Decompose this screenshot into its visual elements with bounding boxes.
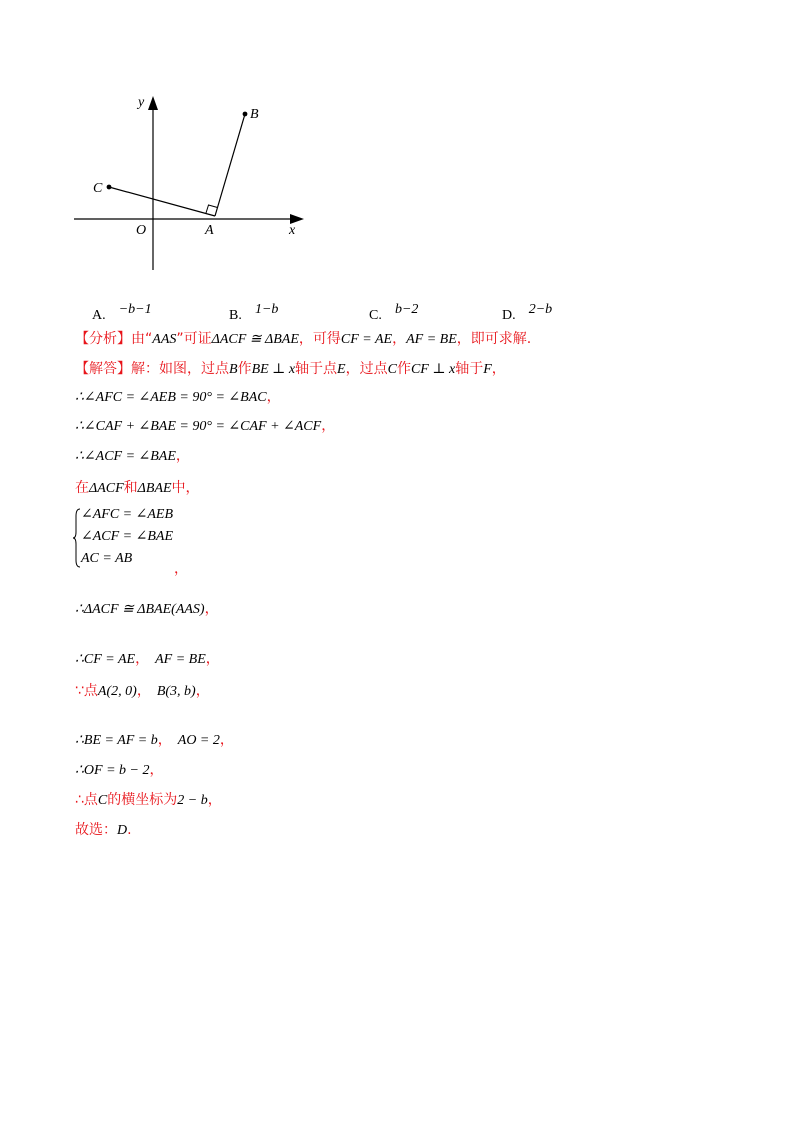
step-11: [75, 819, 132, 839]
label-x: x: [289, 223, 296, 238]
step-text: 的横坐标为: [107, 792, 178, 808]
step-comma: ，: [135, 651, 150, 667]
analysis-line: [75, 328, 531, 348]
step-text: 和: [123, 480, 138, 496]
step-math: ∴CF = AE: [75, 652, 136, 667]
step-math: ∴∠CAF + ∠BAE = 90° = ∠CAF + ∠ACF: [75, 419, 322, 434]
analysis-text: ，: [392, 331, 407, 347]
option-d-letter: D.: [502, 308, 516, 323]
option-a-value: −b−1: [118, 302, 152, 317]
step-comma: ，: [219, 732, 234, 748]
step-comma: ，: [205, 651, 220, 667]
option-a-letter: A.: [92, 308, 106, 323]
step-math: B(3, b): [156, 684, 196, 699]
segment-ac: [109, 187, 215, 216]
solution-math: C: [387, 362, 397, 377]
segment-ab: [215, 114, 245, 216]
step-comma: ，: [195, 683, 210, 699]
step-10: [75, 789, 222, 809]
step-3: [75, 445, 190, 465]
option-b-value: 1−b: [254, 302, 279, 317]
solution-math: E: [337, 362, 346, 377]
step-5: [75, 598, 219, 618]
point-c: [107, 185, 112, 190]
analysis-math: ΔACF ≅ ΔBAE: [211, 332, 299, 347]
option-c-letter: C.: [369, 308, 382, 323]
label-a: A: [205, 223, 214, 238]
step-comma: ，: [207, 792, 222, 808]
step-2: [75, 415, 335, 435]
option-b-letter: B.: [229, 308, 242, 323]
point-b: [243, 112, 248, 117]
step-math: D: [117, 823, 128, 838]
step-period: .: [127, 822, 132, 838]
y-axis-arrow: [148, 96, 158, 110]
solution-math: CF ⊥ x: [410, 362, 456, 377]
step-math: AO = 2: [177, 733, 220, 748]
step-comma: ，: [149, 762, 164, 778]
system-math: ∠ACF = ∠BAE: [81, 529, 174, 544]
label-c: C: [93, 181, 103, 196]
system-line-1: [81, 503, 173, 523]
step-comma: ，: [174, 561, 188, 577]
step-math: ∴OF = b − 2: [75, 763, 150, 778]
coordinate-figure: [60, 88, 320, 278]
option-c-value: b−2: [394, 302, 419, 317]
analysis-text: ，可得: [298, 331, 341, 347]
step-4: [75, 477, 200, 497]
system-math: ∠AFC = ∠AEB: [81, 507, 174, 522]
step-math: ∴ΔACF ≅ ΔBAE(AAS): [75, 602, 205, 617]
step-comma: ，: [136, 683, 151, 699]
step-math: AF = BE: [155, 652, 206, 667]
system-line-2: [81, 525, 173, 545]
option-d-value: 2−b: [528, 302, 553, 317]
step-1: [75, 386, 281, 406]
step-text: ∵点: [75, 683, 98, 699]
solution-text: 作: [237, 361, 252, 377]
option-a[interactable]: [92, 298, 152, 323]
step-text: 中，: [171, 480, 200, 496]
analysis-tag: 【分析】: [75, 331, 131, 347]
option-d[interactable]: [502, 298, 553, 323]
solution-text: 解：如图，过点: [131, 361, 229, 377]
step-math: 2 − b: [177, 793, 208, 808]
solution-math: B: [229, 362, 238, 377]
solution-tag: 【解答】: [75, 361, 131, 377]
step-comma: ，: [175, 448, 190, 464]
solution-math: F: [483, 362, 492, 377]
step-math: ∴BE = AF = b: [75, 733, 158, 748]
solution-math: BE ⊥ x: [251, 362, 296, 377]
system-brace: [73, 508, 81, 568]
label-y: y: [138, 95, 145, 110]
label-o: O: [136, 223, 147, 238]
solution-text: ，: [491, 361, 506, 377]
step-9: [75, 759, 163, 779]
solution-text: ，过点: [345, 361, 388, 377]
step-text: 在: [75, 480, 89, 496]
analysis-math: AAS: [152, 332, 177, 347]
step-comma: ，: [266, 389, 281, 405]
analysis-text: 由“: [131, 331, 153, 347]
step-comma: ，: [204, 601, 219, 617]
solution-text: 作: [396, 361, 411, 377]
step-8: [75, 729, 234, 749]
step-math: ΔBAE: [137, 481, 172, 496]
step-7: [75, 680, 210, 700]
step-comma: ，: [321, 418, 336, 434]
system-comma: [174, 558, 188, 578]
analysis-text: ”可证: [176, 331, 212, 347]
step-text: ∴点: [75, 792, 98, 808]
step-6: [75, 648, 220, 668]
options-row: [92, 298, 692, 322]
step-math: C: [97, 793, 108, 808]
label-b: B: [250, 107, 259, 122]
step-math: ∴∠AFC = ∠AEB = 90° = ∠BAC: [75, 390, 267, 405]
system-math: AC = AB: [81, 551, 133, 566]
solution-text: 轴于点: [295, 361, 338, 377]
solution-text: 轴于: [455, 361, 484, 377]
step-math: A(2, 0): [97, 684, 137, 699]
step-text: 故选：: [75, 822, 117, 838]
analysis-math: CF = AE: [340, 332, 393, 347]
option-b[interactable]: [229, 298, 279, 323]
solution-line: [75, 358, 506, 378]
step-math: ΔACF: [89, 481, 124, 496]
system-line-3: [81, 547, 132, 567]
step-comma: ，: [157, 732, 172, 748]
analysis-text: ，即可求解.: [456, 331, 532, 347]
option-c[interactable]: [369, 298, 419, 323]
analysis-math: AF = BE: [406, 332, 457, 347]
step-math: ∴∠ACF = ∠BAE: [75, 449, 176, 464]
